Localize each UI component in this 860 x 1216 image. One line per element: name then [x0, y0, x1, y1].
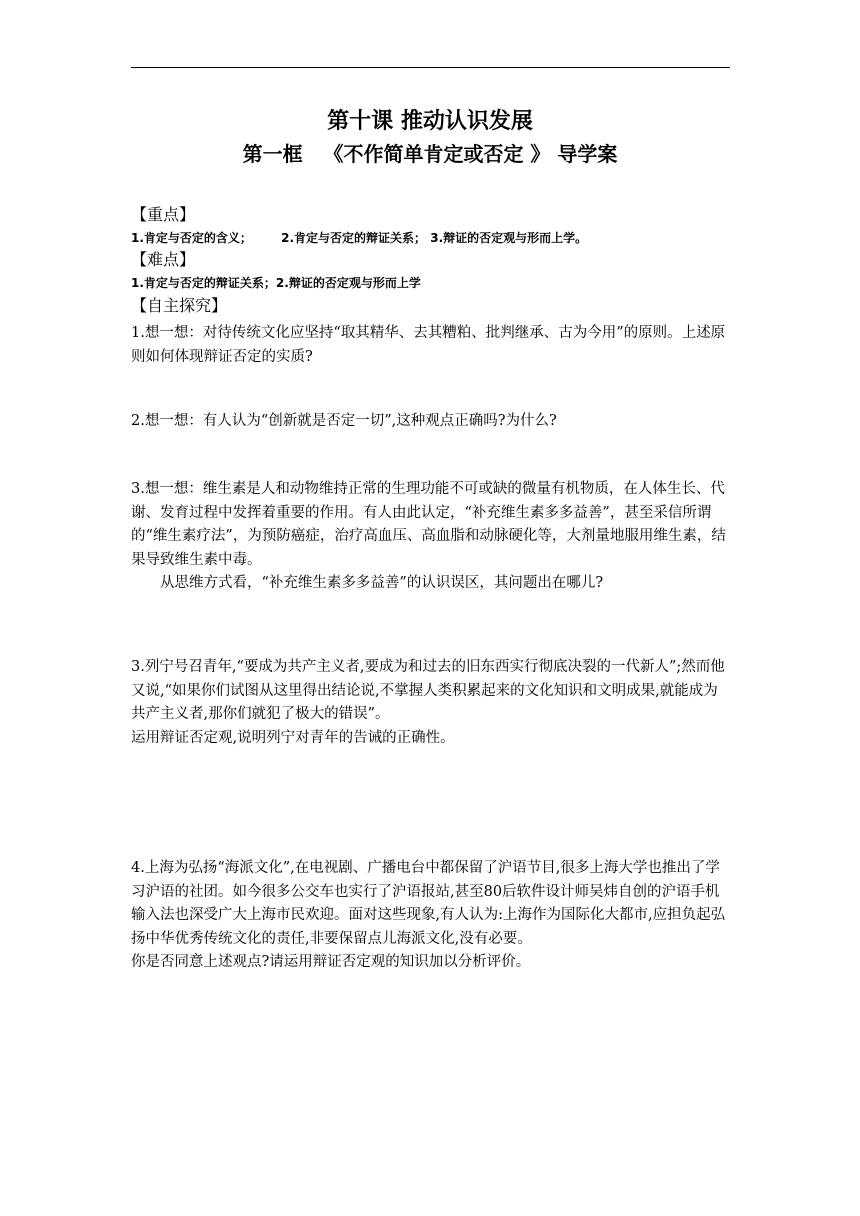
- self-study-heading: 【自主探究】: [131, 296, 228, 315]
- question-5-text: 4.上海为弘扬“海派文化”,在电视剧、广播电台中都保留了沪语节目,很多上海大学也推出了学习沪语的社团。如今很多公交车也实行了沪语报站,甚至80后软件设计师吴炜自创的沪语手机输入法也深受广大上海市民欢迎。面对这些现象,有人认为:上海作为国际化大都市,应担负起弘扬中华优秀传统文化的责任,非要保留点儿海派文化,没有必要。: [131, 860, 726, 947]
- question-4: [131, 656, 731, 750]
- difficult-points-text: 1.肯定与否定的辩证关系；2.辩证的否定观与形而上学: [131, 276, 421, 290]
- question-3-prompt: 从思维方式看，“补充维生素多多益善”的认识误区，其问题出在哪儿?: [160, 575, 604, 591]
- key-points-text: 1.肯定与否定的含义； 2.肯定与否定的辩证关系； 3.辩证的否定观与形而上学。: [131, 231, 588, 245]
- question-2: [131, 410, 731, 434]
- question-5-prompt: 你是否同意上述观点?请运用辩证否定观的知识加以分析评价。: [131, 954, 531, 970]
- question-3: [131, 478, 731, 596]
- difficult-points-heading: 【难点】: [131, 250, 196, 269]
- question-2-text: 2.想一想：有人认为“创新就是否定一切”,这种观点正确吗?为什么?: [131, 413, 557, 429]
- lesson-subtitle: 第一框 《不作简单肯定或否定 》 导学案: [242, 142, 618, 166]
- question-4-prompt: 运用辩证否定观,说明列宁对青年的告诫的正确性。: [131, 729, 455, 746]
- question-5: [131, 857, 731, 975]
- key-points-heading: 【重点】: [131, 205, 196, 224]
- question-3-text: 3.想一想：维生素是人和动物维持正常的生理功能不可或缺的微量有机物质，在人体生长、代谢、发育过程中发挥着重要的作用。有人由此认定，“补充维生素多多益善”，甚至采信所谓的“维生素疗法”，为预防癌症，治疗高血压、高血脂和动脉硬化等，大剂量地服用维生素，结果导致维生素中毒。: [131, 481, 726, 568]
- question-1: [131, 322, 731, 369]
- question-4-text: 3.列宁号召青年,“要成为共产主义者,要成为和过去的旧东西实行彻底决裂的一代新人”;然而他又说,“如果你们试图从这里得出结论说,不掌握人类积累起来的文化知识和文明成果,就能成为共产主义者,那你们就犯了极大的错误”。: [131, 659, 725, 722]
- header-rule: [131, 67, 730, 68]
- question-1-text: 1.想一想：对待传统文化应坚持“取其精华、去其糟粕、批判继承、古为今用”的原则。上述原则如何体现辩证否定的实质?: [131, 325, 726, 365]
- lesson-title: 第十课 推动认识发展: [327, 108, 533, 134]
